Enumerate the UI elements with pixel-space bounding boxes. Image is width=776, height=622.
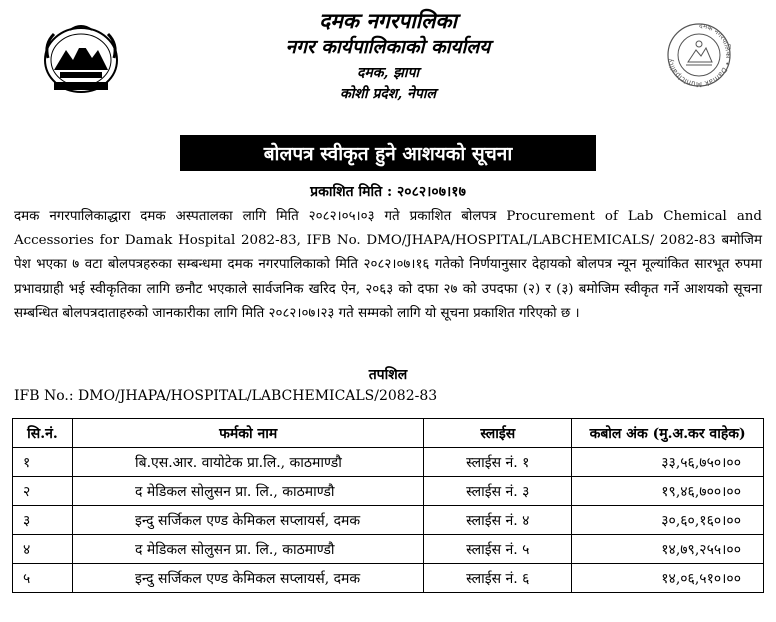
letterhead [0, 8, 776, 103]
cell-amount: १४,७९,२५५।०० [572, 535, 764, 564]
cell-serial: ४ [13, 535, 73, 564]
col-header-slice: स्लाईस [424, 419, 572, 448]
notice-title: बोलपत्र स्वीकृत हुने आशयको सूचना [180, 135, 596, 171]
cell-slice: स्लाईस नं. ४ [424, 506, 572, 535]
cell-firm: द मेडिकल सोलुसन प्रा. लि., काठमाण्डौ [72, 477, 423, 506]
table-row [13, 506, 764, 535]
cell-serial: २ [13, 477, 73, 506]
ifb-number: IFB No.: DMO/JHAPA/HOSPITAL/LABCHEMICALS/2082-83 [14, 388, 438, 404]
table-header-row [13, 419, 764, 448]
col-header-firm: फर्मको नाम [72, 419, 423, 448]
cell-slice: स्लाईस नं. ६ [424, 564, 572, 593]
table-row [13, 535, 764, 564]
cell-firm: बि.एस.आर. वायोटेक प्रा.लि., काठमाण्डौ [72, 448, 423, 477]
address-province: कोशी प्रदेश, नेपाल [340, 85, 436, 102]
cell-serial: १ [13, 448, 73, 477]
table-row [13, 448, 764, 477]
cell-serial: ५ [13, 564, 73, 593]
cell-slice: स्लाईस नं. १ [424, 448, 572, 477]
cell-firm: द मेडिकल सोलुसन प्रा. लि., काठमाण्डौ [72, 535, 423, 564]
cell-amount: ३०,६०,१६०।०० [572, 506, 764, 535]
cell-serial: ३ [13, 506, 73, 535]
cell-amount: १९,४६,७००।०० [572, 477, 764, 506]
cell-slice: स्लाईस नं. ५ [424, 535, 572, 564]
col-header-amount: कबोल अंक (मु.अ.कर वाहेक) [572, 419, 764, 448]
cell-amount: ३३,५६,७५०।०० [572, 448, 764, 477]
notice-body: दमक नगरपालिकाद्धारा दमक अस्पतालका लागि मिति २०८२।०५।०३ गते प्रकाशित बोलपत्र Procurement of Lab Chemical and Accessories for Damak Hospital 2082-83, IFB No. DMO/JHAPA/HOSPITAL/LABCHEMICALS/ 2082-83 बमोजिम पेश भएका ७ वटा बोलपत्रहरुका सम्बन्धमा दमक नगरपालिकाको मिति २०८२।०७।१६ गतेको निर्णयानुसार देहायको बोलपत्र न्यून मूल्यांकित सारभूत रुपमा प्रभावग्राही भई स्वीकृतिका लागि छनौट भएकाले सार्वजनिक खरिद ऐन, २०६३ को दफा २७ को उपदफा (२) र (३) बमोजिम स्वीकृत गर्ने आशयको सूचना सम्बन्धित बोलपत्रदाताहरुको जानकारीका लागि मिति २०८२।०७।२३ गते सम्मको लागि यो सूचना प्रकाशित गरिएको छ । [14, 209, 762, 321]
details-heading: तपशिल [368, 367, 408, 383]
svg-text:दमक नगरपालिका • Damak Municipa: दमक नगरपालिका • Damak Municipality [666, 22, 732, 88]
cell-amount: १४,०६,५१०।०० [572, 564, 764, 593]
bid-table [12, 418, 764, 593]
cell-slice: स्लाईस नं. ३ [424, 477, 572, 506]
cell-firm: इन्दु सर्जिकल एण्ड केमिकल सप्लायर्स, दमक [72, 564, 423, 593]
address-city: दमक, झापा [356, 64, 420, 81]
col-header-serial: सि.नं. [13, 419, 73, 448]
table-row [13, 564, 764, 593]
published-date: प्रकाशित मिति : २०८२।०७।१७ [310, 184, 466, 200]
office-name: नगर कार्यपालिकाको कार्यालय [285, 36, 491, 59]
org-name: दमक नगरपालिका [319, 8, 457, 33]
cell-firm: इन्दु सर्जिकल एण्ड केमिकल सप्लायर्स, दमक [72, 506, 423, 535]
table-row [13, 477, 764, 506]
